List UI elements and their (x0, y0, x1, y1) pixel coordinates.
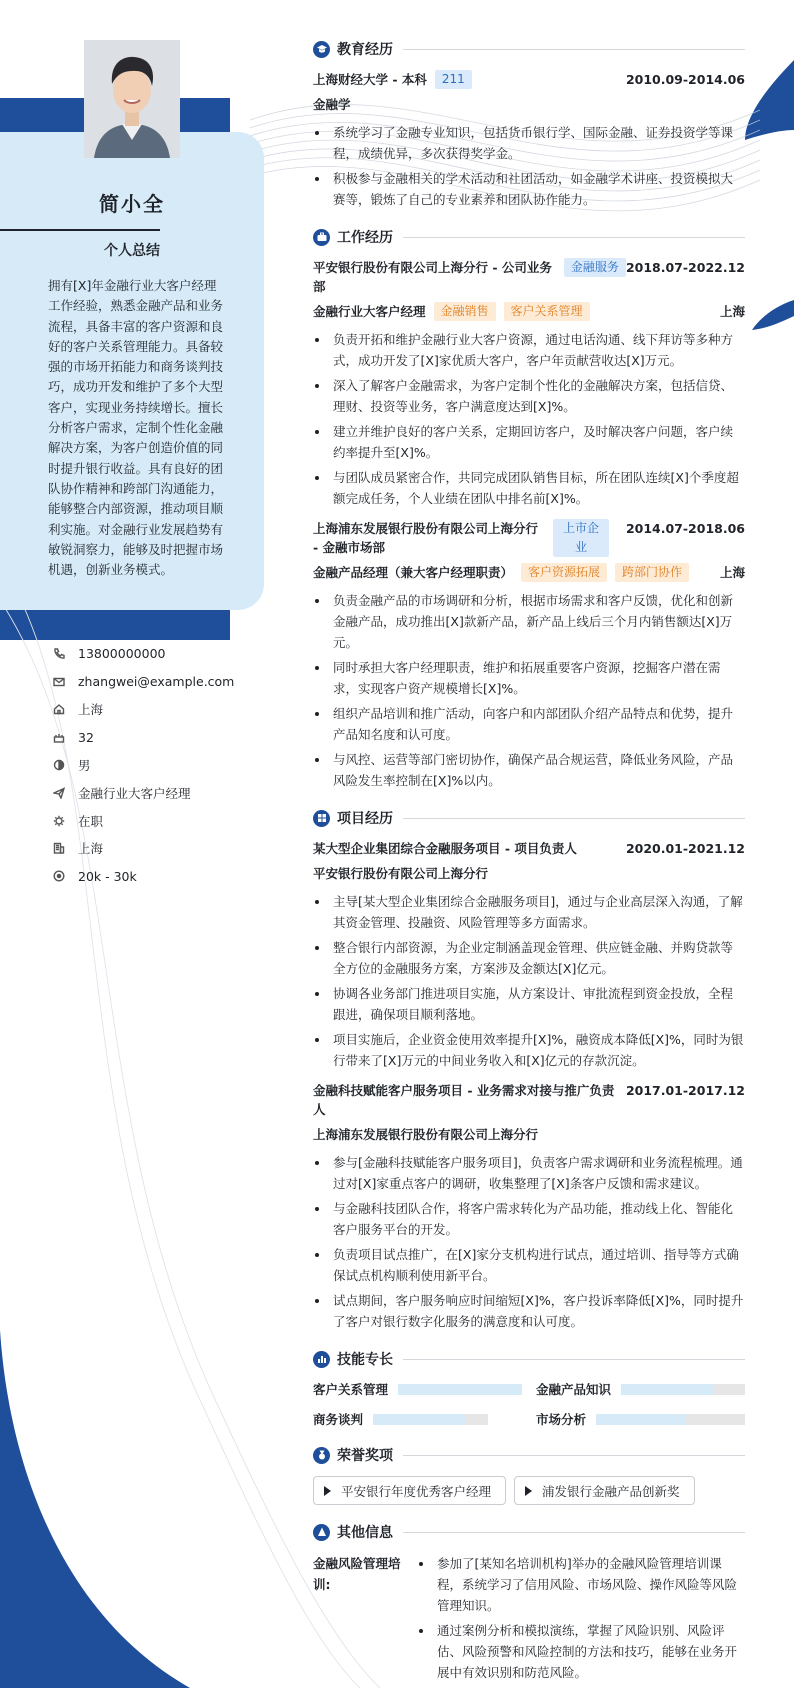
award-chip (514, 1476, 695, 1505)
section-header (313, 224, 745, 250)
list-item: 与金融科技团队合作，将客户需求转化为产品功能，推动线上化、智能化客户服务平台的开发。 (313, 1198, 745, 1240)
project-date: 2020.01-2021.12 (625, 841, 745, 856)
contact-text: 上海 (78, 841, 104, 857)
main-content (313, 36, 745, 1688)
list-item: 试点期间，客户服务响应时间缩短[X]%，客户投诉率降低[X]%，同时提升了客户对银行数字化服务的满意度和认可度。 (313, 1290, 745, 1332)
company-name: 平安银行股份有限公司上海分行 - 公司业务部 (313, 260, 552, 294)
work-bullets (313, 590, 745, 791)
contact-item (50, 779, 260, 807)
school-name: 上海财经大学 - 本科 (313, 72, 427, 87)
section-title: 荣誉奖项 (337, 1448, 393, 1464)
job-role: 金融产品经理（兼大客户经理职责） (313, 565, 514, 580)
project-name: 金融科技赋能客户服务项目 - 业务需求对接与推广负责人 (313, 1083, 615, 1117)
section-title: 工作经历 (337, 230, 393, 246)
list-item: 整合银行内部资源，为企业定制涵盖现金管理、供应链金融、并购贷款等全方位的金融服务方案，方案涉及金额达[X]亿元。 (313, 937, 745, 979)
list-item: 主导[某大型企业集团综合金融服务项目]，通过与企业高层深入沟通，了解其资金管理、投融资、风险管理等多方面需求。 (313, 891, 745, 933)
role-tag: 客户资源拓展 (521, 563, 607, 582)
awards-section (313, 1442, 745, 1505)
award-chip (313, 1476, 506, 1505)
contact-item (50, 751, 260, 779)
name-divider (0, 229, 160, 231)
section-divider (403, 818, 745, 819)
project-bullets (313, 891, 745, 1071)
award-text: 浦发银行金融产品创新奖 (542, 1483, 680, 1499)
play-icon (525, 1486, 532, 1496)
medal-icon (313, 1447, 330, 1464)
awards-list (313, 1476, 745, 1505)
section-title: 其他信息 (337, 1525, 393, 1541)
list-item: 通过案例分析和模拟演练，掌握了风险识别、风险评估、风险预警和风险控制的方法和技巧，能够在业务开展中有效识别和防范风险。 (417, 1620, 745, 1683)
info-icon (313, 1524, 330, 1541)
skill-name: 商务谈判 (313, 1412, 364, 1427)
briefcase-icon (313, 229, 330, 246)
contact-text: 男 (78, 758, 91, 774)
list-item: 参加了[某知名培训机构]举办的金融风险管理培训课程，系统学习了信用风险、市场风险、操作风险等风险管理知识。 (417, 1553, 745, 1616)
contact-text: 在职 (78, 813, 104, 829)
skill-bar (373, 1414, 488, 1425)
skill-item (313, 1380, 522, 1398)
section-header (313, 805, 745, 831)
summary-text: 拥有[X]年金融行业大客户经理工作经验，熟悉金融产品和业务流程，具备丰富的客户资源和良好的客户关系管理能力。具备较强的市场开拓能力和商务谈判技巧，成功开发和维护了多个大型客户，实现业务持续增长。擅长分析客户需求，定制个性化金融解决方案，为客户创造价值的同时提升银行收益。具有良好的团队协作精神和跨部门沟通能力，能够整合内部资源，推动项目顺利实施。对金融行业发展趋势有敏锐洞察力，能够及时把握市场机遇，创新业务模式。 (48, 278, 224, 578)
other-entry (313, 1553, 745, 1687)
job-city: 上海 (719, 304, 745, 319)
list-item: 组织产品培训和推广活动，向客户和内部团队介绍产品特点和优势，提升产品知名度和认可度。 (313, 703, 745, 745)
skill-item (536, 1380, 745, 1398)
work-entry (313, 519, 745, 791)
building-icon (50, 842, 68, 854)
play-icon (324, 1486, 331, 1496)
contact-text: 上海 (78, 702, 104, 718)
bar-chart-icon (313, 1351, 330, 1368)
skill-fill (621, 1384, 714, 1395)
school-tag: 211 (435, 70, 472, 89)
section-divider (403, 1359, 745, 1360)
list-item: 建立并维护良好的客户关系，定期回访客户，及时解决客户问题，客户续约率提升至[X]%。 (313, 421, 745, 463)
skill-item (536, 1410, 745, 1428)
contact-text: 32 (78, 729, 94, 745)
section-header (313, 1442, 745, 1468)
grid-icon (313, 810, 330, 827)
other-label: 金融风险管理培训: (313, 1556, 401, 1592)
contact-item (50, 835, 260, 863)
skill-name: 客户关系管理 (313, 1382, 389, 1397)
list-item: 积极参与金融相关的学术活动和社团活动，如金融学术讲座、投资模拟大赛等，锻炼了自己的专业素养和团队协作能力。 (313, 168, 745, 210)
skill-fill (398, 1384, 522, 1395)
mail-icon (50, 676, 68, 688)
contact-list (50, 640, 260, 890)
education-bullets (313, 122, 745, 210)
job-role: 金融行业大客户经理 (313, 304, 426, 319)
project-org: 上海浦东发展银行股份有限公司上海分行 (313, 1127, 539, 1142)
role-tag: 跨部门协作 (615, 563, 689, 582)
project-name: 某大型企业集团综合金融服务项目 - 项目负责人 (313, 841, 577, 856)
skill-name: 金融产品知识 (536, 1382, 612, 1397)
list-item: 协调各业务部门推进项目实施，从方案设计、审批流程到资金投放，全程跟进，确保项目顺利落地。 (313, 983, 745, 1025)
skill-fill (596, 1414, 685, 1425)
role-tag: 金融销售 (434, 302, 496, 321)
section-header (313, 1519, 745, 1545)
section-title: 技能专长 (337, 1352, 393, 1368)
education-date: 2010.09-2014.06 (625, 72, 745, 87)
skill-bar (621, 1384, 745, 1395)
company-tag: 上市企业 (553, 519, 609, 557)
list-item: 与团队成员紧密合作，共同完成团队销售目标，所在团队连续[X]个季度超额完成任务，个人业绩在团队中排名前[X]%。 (313, 467, 745, 509)
list-item: 与风控、运营等部门密切协作，确保产品合规运营，降低业务风险，产品风险发生率控制在[X]%以内。 (313, 749, 745, 791)
skill-bar (398, 1384, 522, 1395)
skill-bar (596, 1414, 745, 1425)
role-tag: 客户关系管理 (504, 302, 590, 321)
list-item: 同时承担大客户经理职责，维护和拓展重要客户资源，挖掘客户潜在需求，实现客户资产规模增长[X]%。 (313, 657, 745, 699)
company-tag: 金融服务 (564, 258, 626, 277)
list-item: 负责开拓和维护金融行业大客户资源，通过电话沟通、线下拜访等多种方式，成功开发了[X]家优质大客户，客户年贡献营收达[X]万元。 (313, 329, 745, 371)
graduation-cap-icon (313, 41, 330, 58)
section-title: 项目经历 (337, 811, 393, 827)
contact-text: 13800000000 (78, 646, 166, 662)
avatar (84, 40, 180, 158)
work-date: 2018.07-2022.12 (625, 260, 745, 275)
section-divider (403, 1455, 745, 1456)
project-date: 2017.01-2017.12 (625, 1083, 745, 1098)
award-text: 平安银行年度优秀客户经理 (341, 1483, 492, 1499)
other-section (313, 1519, 745, 1687)
section-divider (403, 237, 745, 238)
contact-item (50, 696, 260, 724)
project-entry (313, 1081, 745, 1332)
section-divider (403, 49, 745, 50)
list-item: 负责金融产品的市场调研和分析，根据市场需求和客户反馈，优化和创新金融产品，成功推出[X]款新产品，新产品上线后三个月内销售额达[X]万元。 (313, 590, 745, 653)
section-divider (403, 1532, 745, 1533)
skill-name: 市场分析 (536, 1412, 587, 1427)
contact-item (50, 668, 260, 696)
skills-grid (313, 1380, 745, 1428)
contact-text: 金融行业大客户经理 (78, 785, 191, 801)
education-section (313, 36, 745, 210)
age-icon (50, 731, 68, 743)
contact-item (50, 807, 260, 835)
contact-text: zhangwei@example.com (78, 674, 235, 690)
education-entry (313, 70, 745, 210)
section-header (313, 1346, 745, 1372)
list-item: 负责项目试点推广，在[X]家分支机构进行试点，通过培训、指导等方式确保试点机构顺利使用新平台。 (313, 1244, 745, 1286)
company-name: 上海浦东发展银行股份有限公司上海分行 - 金融市场部 (313, 521, 539, 555)
skill-fill (373, 1414, 465, 1425)
summary-title: 个人总结 (104, 243, 160, 259)
other-bullets (417, 1553, 745, 1687)
work-date: 2014.07-2018.06 (625, 521, 745, 536)
send-icon (50, 787, 68, 799)
phone-icon (50, 648, 68, 660)
project-entry (313, 839, 745, 1071)
list-item: 系统学习了金融专业知识，包括货币银行学、国际金融、证券投资学等课程，成绩优异，多次获得奖学金。 (313, 122, 745, 164)
list-item: 项目实施后，企业资金使用效率提升[X]%，融资成本降低[X]%，同时为银行带来了[X]万元的中间业务收入和[X]亿元的存款沉淀。 (313, 1029, 745, 1071)
section-header (313, 36, 745, 62)
salary-icon (50, 870, 68, 882)
contact-text: 20k - 30k (78, 868, 137, 884)
projects-section (313, 805, 745, 1332)
major: 金融学 (313, 97, 351, 112)
job-city: 上海 (719, 565, 745, 580)
contact-item (50, 723, 260, 751)
gender-icon (50, 759, 68, 771)
list-item: 参与[金融科技赋能客户服务项目]，负责客户需求调研和业务流程梳理。通过对[X]家重点客户的调研，收集整理了[X]条客户反馈和需求建议。 (313, 1152, 745, 1194)
status-icon (50, 815, 68, 827)
candidate-name: 简小全 (99, 192, 165, 216)
work-entry (313, 258, 745, 509)
contact-item (50, 640, 260, 668)
work-section (313, 224, 745, 791)
project-org: 平安银行股份有限公司上海分行 (313, 866, 489, 881)
skill-item (313, 1410, 488, 1428)
project-bullets (313, 1152, 745, 1332)
work-bullets (313, 329, 745, 509)
contact-item (50, 862, 260, 890)
skills-section (313, 1346, 745, 1428)
section-title: 教育经历 (337, 42, 393, 58)
list-item: 深入了解客户金融需求，为客户定制个性化的金融解决方案，包括信贷、理财、投资等业务，客户满意度达到[X]%。 (313, 375, 745, 417)
home-icon (50, 703, 68, 715)
